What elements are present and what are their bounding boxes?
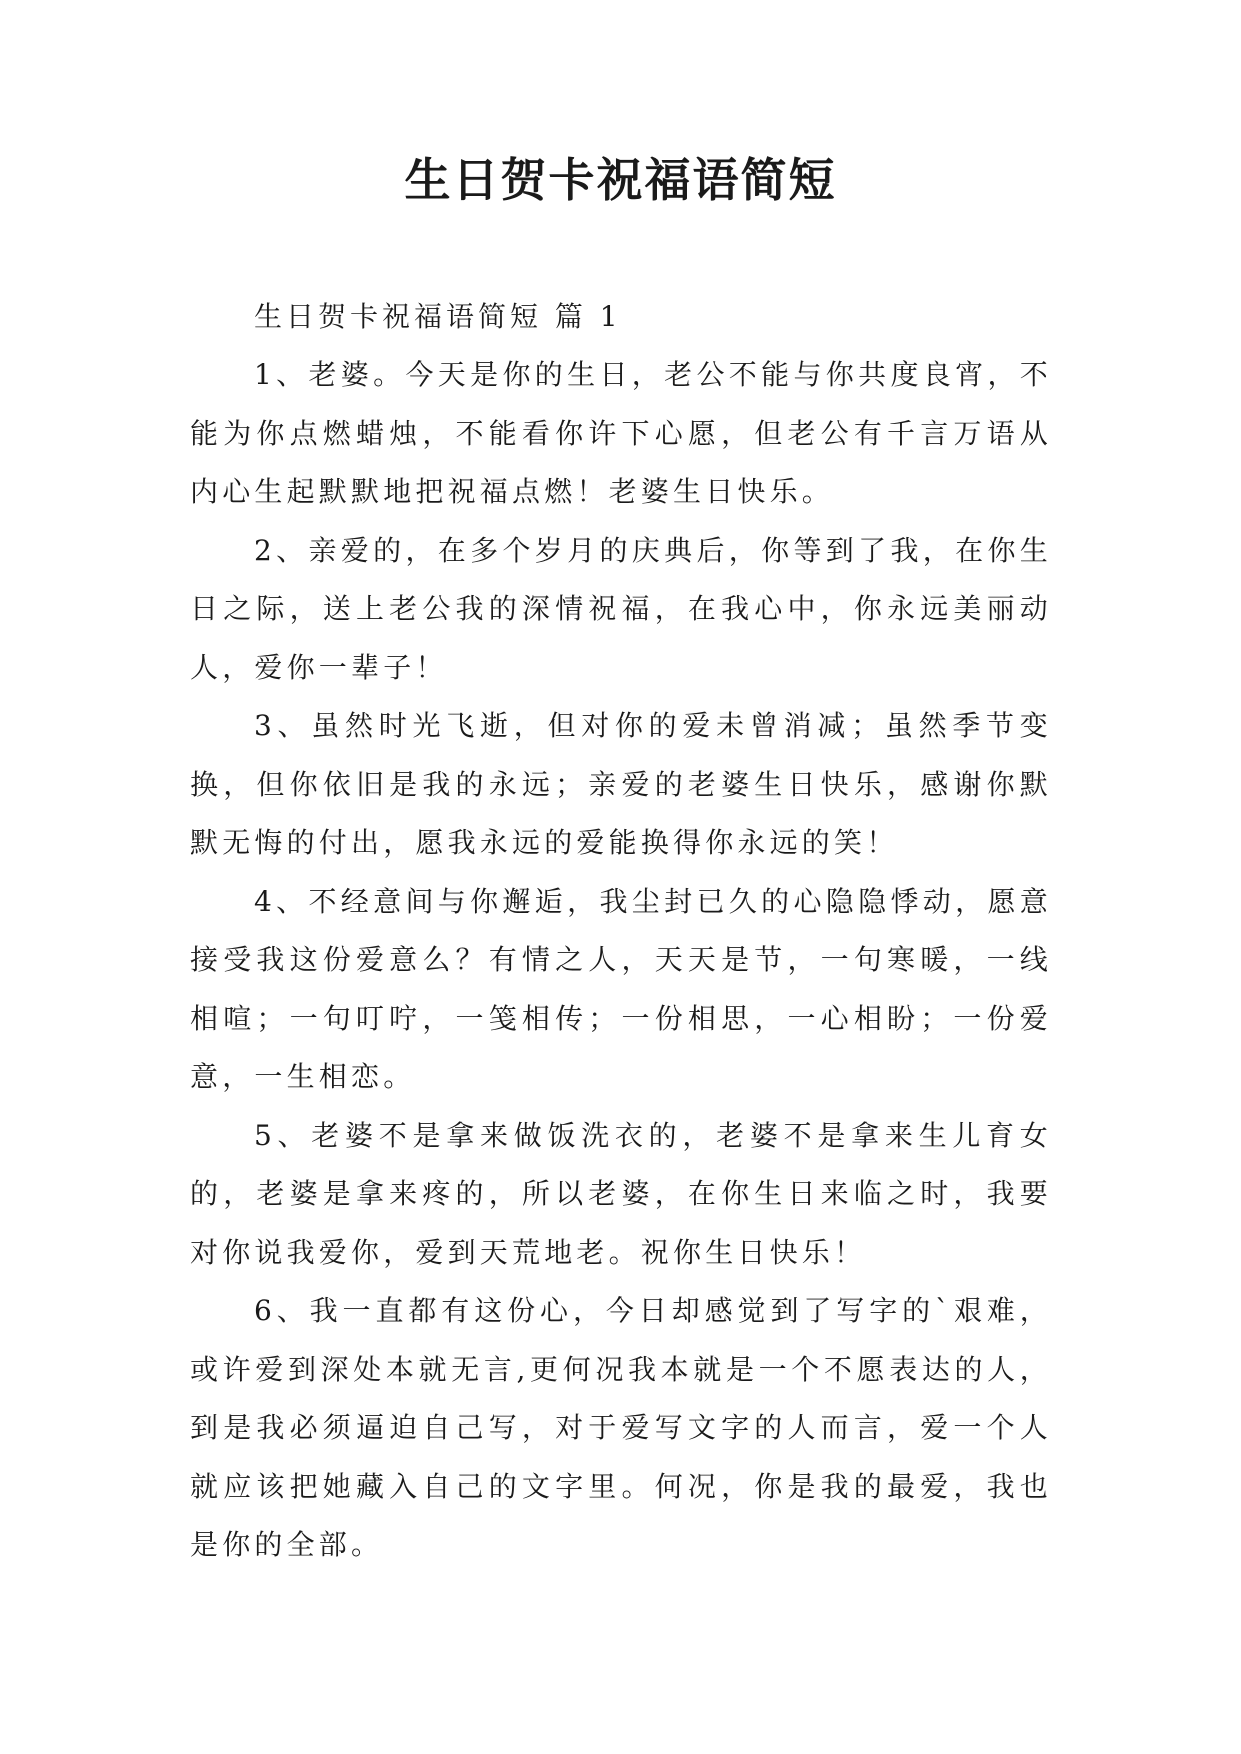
paragraph-4: 4、不经意间与你邂逅，我尘封已久的心隐隐悸动，愿意接受我这份爱意么？有情之人，天天是节，一句寒暖，一线相喧；一句叮咛，一笺相传；一份相思，一心相盼；一份爱意，一生相恋。 [190,884,1052,1093]
section-heading: 生日贺卡祝福语简短 篇 1 [254,300,622,333]
paragraph-5: 5、老婆不是拿来做饭洗衣的，老婆不是拿来生儿育女的，老婆是拿来疼的，所以老婆，在你生日来临之时，我要对你说我爱你，爱到天荒地老。祝你生日快乐！ [190,1118,1052,1269]
paragraph-2: 2、亲爱的，在多个岁月的庆典后，你等到了我，在你生日之际，送上老公我的深情祝福，在我心中，你永远美丽动人，爱你一辈子！ [190,533,1052,684]
paragraph-1: 1、老婆。今天是你的生日，老公不能与你共度良宵，不能为你点燃蜡烛，不能看你许下心愿，但老公有千言万语从内心生起默默地把祝福点燃！老婆生日快乐。 [190,358,1052,508]
document-title: 生日贺卡祝福语简短 [404,153,837,207]
document-body [190,288,1052,1575]
paragraph-6: 6、我一直都有这份心，今日却感觉到了写字的`艰难，或许爱到深处本就无言,更何况我本就是一个不愿表达的人，到是我必须逼迫自己写，对于爱写文字的人而言，爱一个人就应该把她藏入自己的文字里。何况，你是我的最爱，我也是你的全部。 [190,1294,1052,1561]
paragraph-3: 3、虽然时光飞逝，但对你的爱未曾消减；虽然季节变换，但你依旧是我的永远；亲爱的老婆生日快乐，感谢你默默无悔的付出，愿我永远的爱能换得你永远的笑！ [190,709,1052,859]
